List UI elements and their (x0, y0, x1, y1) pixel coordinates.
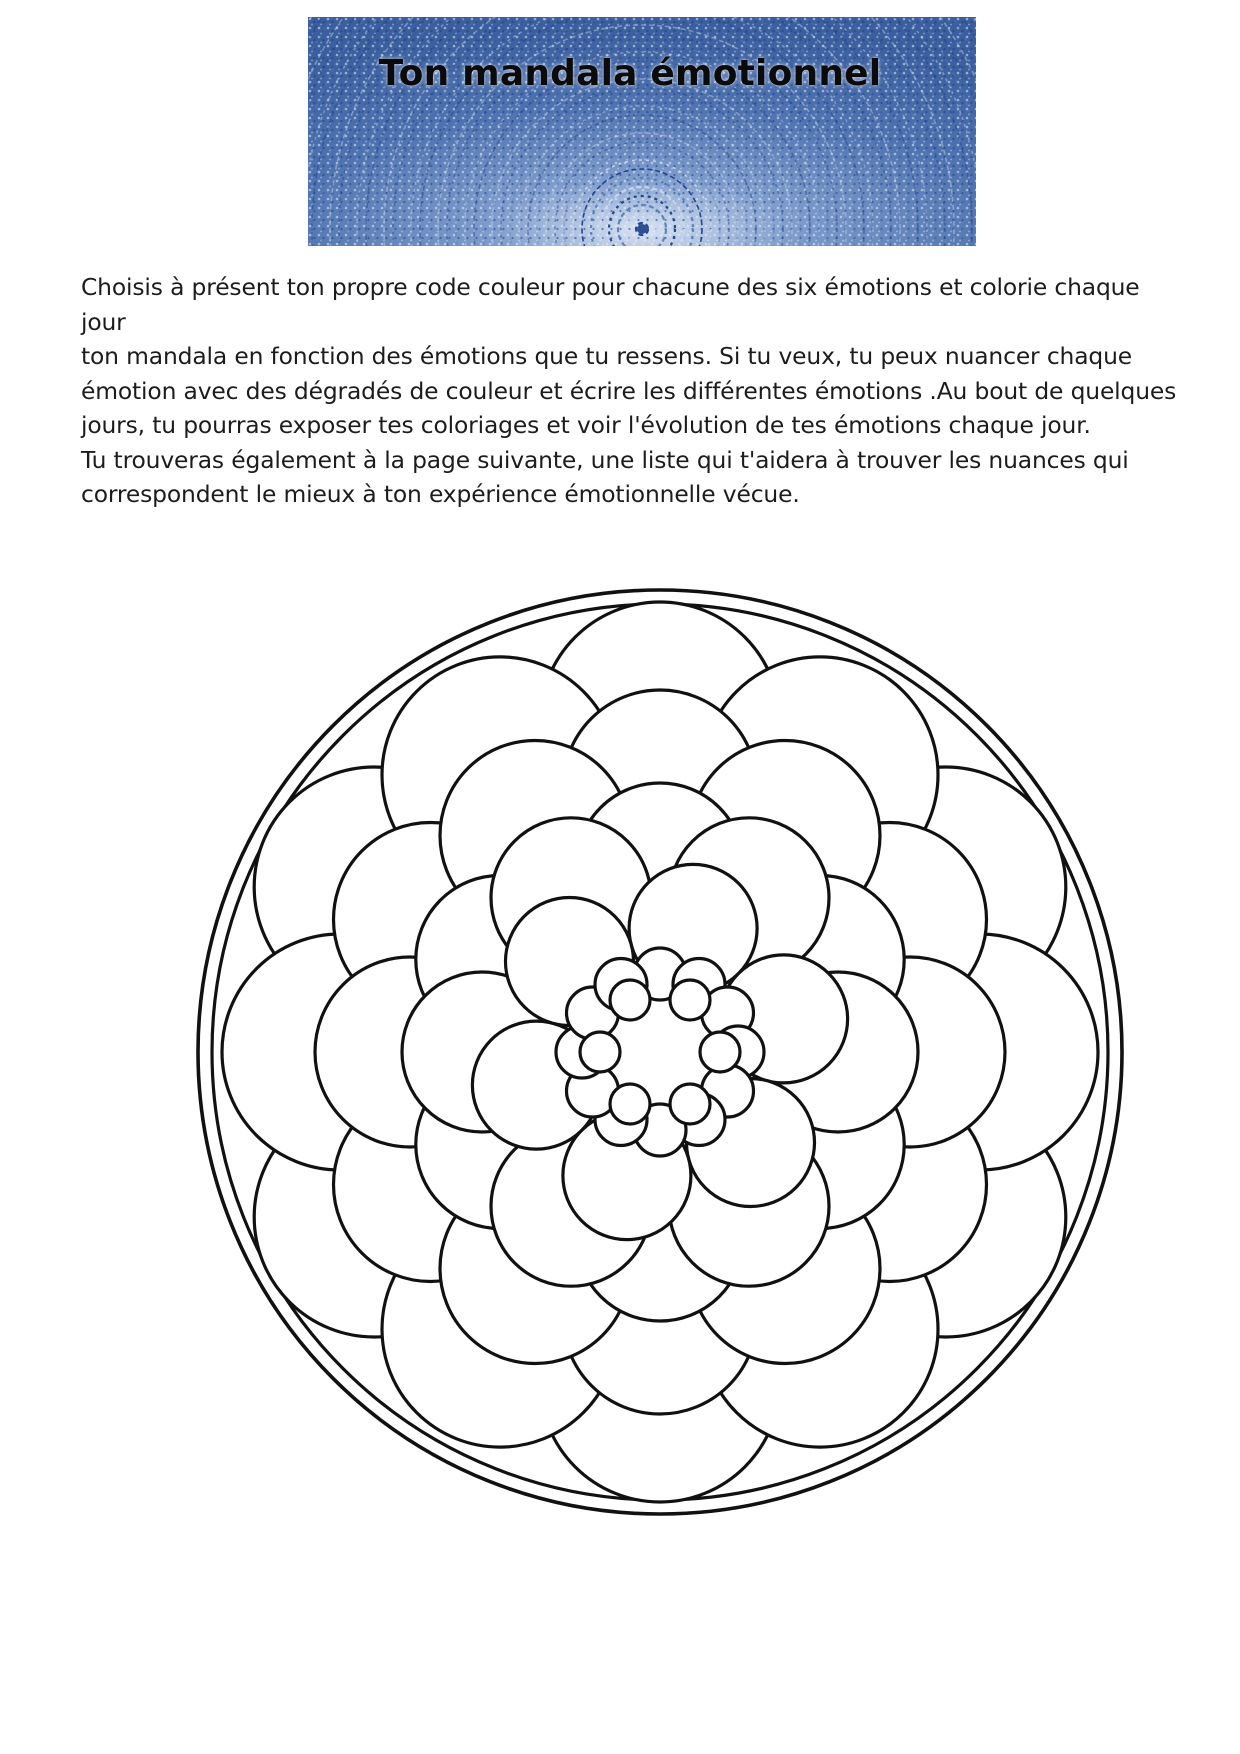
mandala-coloring-drawing (190, 582, 1130, 1522)
instructions-text (81, 270, 1181, 512)
mandala-bead-small (610, 980, 650, 1020)
header-banner (308, 17, 976, 246)
mandala-bead-small (670, 980, 710, 1020)
mandala-bead-small (700, 1032, 740, 1072)
mandala-bead-small (670, 1084, 710, 1124)
instructions-paragraph-1: Choisis à présent ton propre code couleur pour chacune des six émotions et colorie chaque jour ton mandala en fonction des émotions que tu ressens. Si tu veux, tu peux nuancer chaque émotion avec des dégradés de couleur et écrire les différentes émotions .Au bout de quelques jours, tu pourras exposer tes coloriages et voir l'évolution de tes émotions chaque jour. (81, 273, 1177, 439)
mandala-bead-small (610, 1084, 650, 1124)
page-title: Ton mandala émotionnel (378, 53, 882, 94)
mandala-bead-small (580, 1032, 620, 1072)
mandala-pattern-image (308, 17, 976, 246)
instructions-paragraph-2: Tu trouveras également à la page suivante, une liste qui t'aidera à trouver les nuances qui correspondent le mieux à ton expérience émotionnelle vécue. (81, 445, 1129, 508)
banner-ring-center (637, 224, 647, 234)
